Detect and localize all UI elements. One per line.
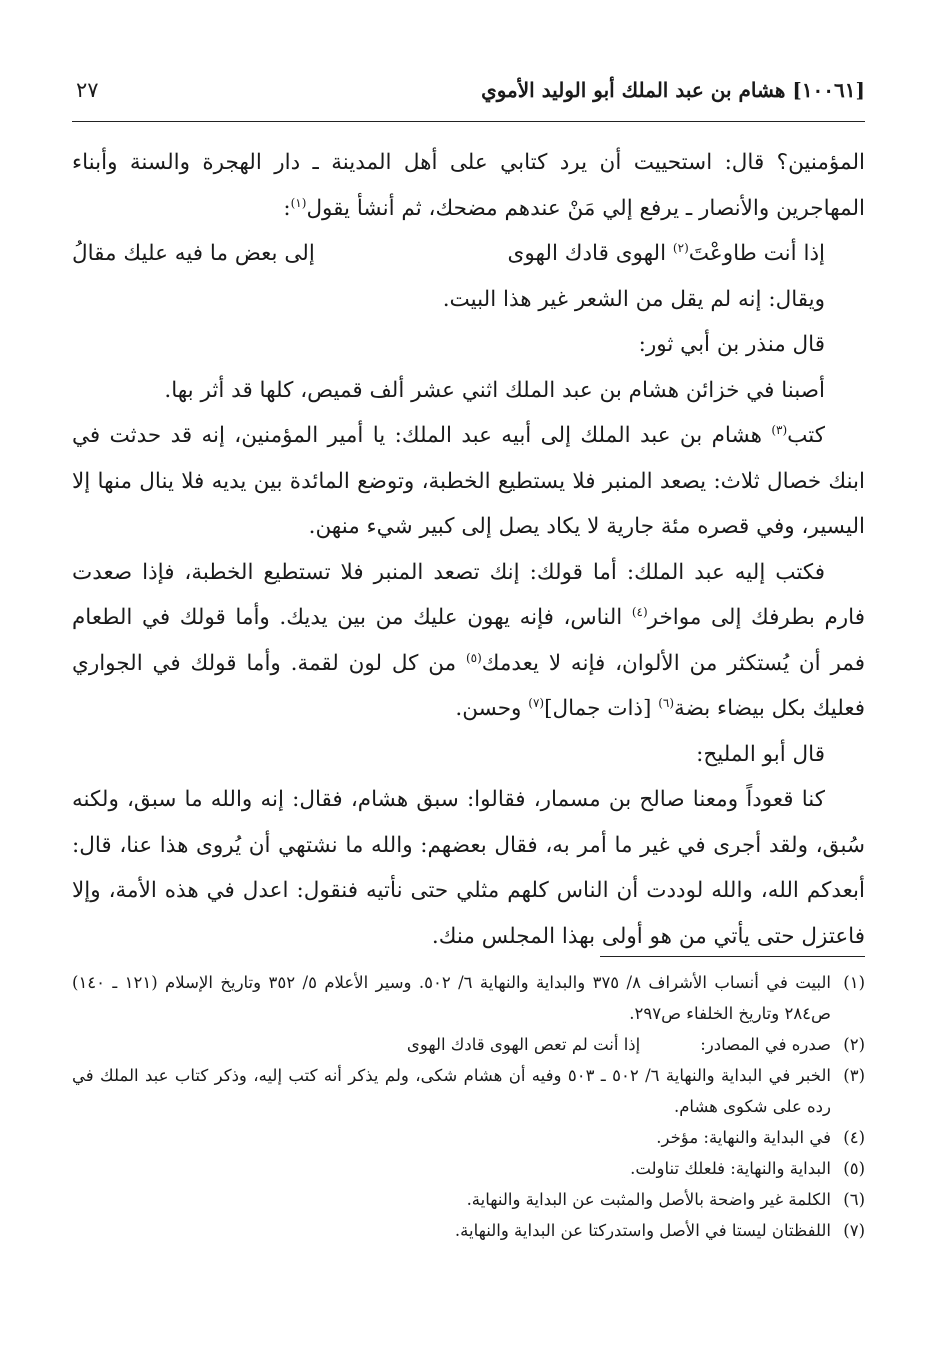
- footnote-7: [72, 1215, 865, 1246]
- footnote-text: البداية والنهاية: فلعلك تناولت.: [630, 1159, 831, 1178]
- footnote-number: (٤): [843, 1128, 865, 1147]
- paragraph-4: أصبنا في خزائن هشام بن عبد الملك اثني عشر ألف قميص، كلها قد أثر بها.: [164, 377, 825, 403]
- footnote-text: الكلمة غير واضحة بالأصل والمثبت عن البداية والنهاية.: [466, 1190, 831, 1209]
- running-head: [١٠٠٦١] هشام بن عبد الملك أبو الوليد الأموي: [481, 78, 865, 102]
- footnote-ref-2: (٢): [672, 240, 689, 255]
- footnote-number: (٧): [843, 1221, 865, 1240]
- footnote-text: البيت في أنساب الأشراف ٨/ ٣٧٥ والبداية والنهاية ٦/ ٥٠٢. وسير الأعلام ٥/ ٣٥٢ وتاريخ الإسلام (١٢١ ـ ١٤٠) ص٢٨٤ وتاريخ الخلفاء ص٢٩٧.: [72, 973, 832, 1023]
- footnote-number: (٦): [843, 1190, 865, 1209]
- verse-first-hemistich: إذا أنت طاوعْتَ$^{(٢)}$ الهوى قادك الهوى: [507, 240, 825, 266]
- footnote-ref-1: (١): [290, 195, 307, 210]
- footnote-number: (٥): [843, 1159, 865, 1178]
- footnote-number: (١): [843, 973, 865, 992]
- footnotes: [72, 967, 865, 1246]
- footnote-text: اللفظتان ليستا في الأصل واستدركتا عن البداية والنهاية.: [454, 1221, 831, 1240]
- footnote-separator: [600, 956, 865, 957]
- footnote-ref-3: (٣): [771, 422, 788, 437]
- footnote-6: [72, 1184, 865, 1215]
- footnote-3: [72, 1060, 865, 1122]
- main-text: [72, 140, 865, 959]
- poetry-verse: [72, 231, 865, 277]
- paragraph-3: قال منذر بن أبي ثور:: [638, 332, 825, 357]
- footnote-text: الخبر في البداية والنهاية ٦/ ٥٠٢ ـ ٥٠٣ وفيه أن هشام شكى، ولم يذكر أنه كتب إليه، وذكر كتاب عبد الملك في رده على شكوى هشام.: [72, 1066, 831, 1116]
- footnote-number: (٣): [843, 1066, 865, 1085]
- header-rule: [72, 121, 865, 122]
- page-number: ٢٧: [76, 78, 99, 102]
- footnote-number: (٢): [843, 1035, 865, 1054]
- paragraph-2: ويقال: إنه لم يقل من الشعر غير هذا البيت.: [442, 286, 825, 312]
- footnote-4: [72, 1122, 865, 1153]
- paragraph-5: كتب$^{(٣)}$ هشام بن عبد الملك إلى أبيه عبد الملك: يا أمير المؤمنين، إنه قد حدثت في ابنك خصال ثلاث: يصعد المنبر فلا يستطيع الخطبة، وتوضع المائدة بين يديه فلا ينال منها إلا اليسير، وفي قصره مئة جارية لا يكاد يصل إلى كبير شيء منهن.: [72, 422, 865, 539]
- paragraph-7: قال أبو المليح:: [696, 741, 825, 767]
- footnote-verse: إذا أنت لم تعص الهوى قادك الهوى: [406, 1035, 641, 1054]
- footnote-text: في البداية والنهاية: مؤخر.: [656, 1128, 831, 1147]
- paragraph-8: كنا قعوداً ومعنا صالح بن مسمار، فقالوا: سبق هشام، فقال: إنه والله ما سبق، ولكنه سُبق، ولقد أجرى في غير ما أمر به، فقال بعضهم: والله ما نشتهي أن يُروى هذا عنا، قال: أبعدكم الله، والله لوددت أن الناس كلهم مثلي حتى نأتيه فنقول: اعدل في هذه الأمة، وإلا فاعتزل حتى يأتي من هو أولى بهذا المجلس منك.: [72, 787, 865, 949]
- footnote-ref-5: (٥): [465, 650, 482, 665]
- footnote-ref-4: (٤): [631, 604, 648, 619]
- footnote-text: صدره في المصادر:: [700, 1035, 831, 1054]
- footnote-2: [72, 1029, 865, 1060]
- verse-second-hemistich: إلى بعض ما فيه عليك مقالُ: [72, 241, 315, 266]
- footnote-ref-7: (٧): [528, 695, 545, 710]
- paragraph-1: المؤمنين؟ قال: استحييت أن يرد كتابي على أهل المدينة ـ دار الهجرة والسنة وأبناء المهاجرين والأنصار ـ يرفع إلي مَنْ عندهم مضحك، ثم أنشأ يقول$^{(١)}$:: [72, 150, 865, 221]
- footnote-1: [72, 967, 865, 1029]
- page-header: [72, 78, 865, 120]
- footnote-ref-6: (٦): [658, 695, 675, 710]
- paragraph-6: فكتب إليه عبد الملك: أما قولك: إنك تصعد المنبر فلا تستطيع الخطبة، فإذا صعدت فارم بطرفك إلى مواخر$^{(٤)}$ الناس، فإنه يهون عليك من بين يديك. وأما قولك في الطعام فمر أن يُستكثر من الألوان، فإنه لا يعدمك$^{(٥)}$ من كل لون لقمة. وأما قولك في الجواري فعليك بكل بيضاء بضة$^{(٦)}$ [ذات جمال]$^{(٧)}$ وحسن.: [72, 559, 866, 721]
- footnote-5: [72, 1153, 865, 1184]
